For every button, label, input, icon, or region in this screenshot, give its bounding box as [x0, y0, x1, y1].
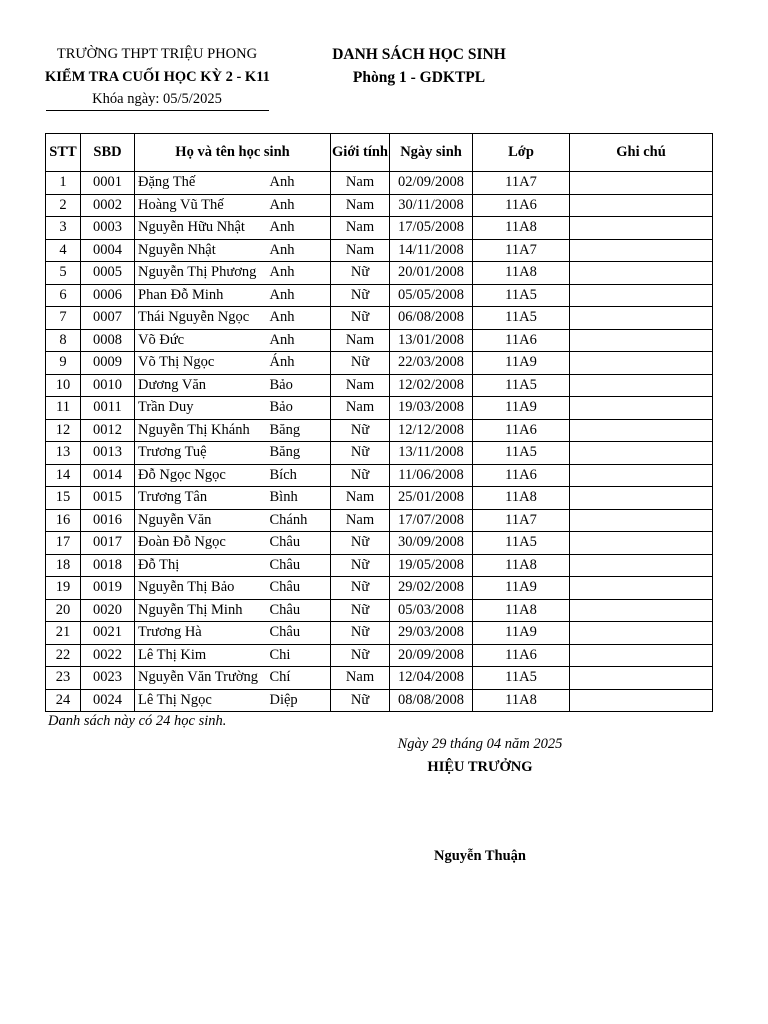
- cell-sbd: 0022: [81, 644, 135, 667]
- cell-class: 11A6: [473, 329, 570, 352]
- cell-class: 11A5: [473, 284, 570, 307]
- cell-gender: Nữ: [331, 419, 390, 442]
- cell-first-name: Anh: [268, 262, 331, 285]
- table-row: [46, 622, 713, 645]
- cell-note: [570, 599, 713, 622]
- cell-first-name: Anh: [268, 239, 331, 262]
- cell-class: 11A6: [473, 644, 570, 667]
- cell-last-name: Nguyễn Nhật: [135, 239, 268, 262]
- cell-gender: Nữ: [331, 577, 390, 600]
- cell-class: 11A5: [473, 307, 570, 330]
- cell-stt: 18: [46, 554, 81, 577]
- cell-last-name: Võ Thị Ngọc: [135, 352, 268, 375]
- cell-stt: 24: [46, 689, 81, 712]
- table-row: [46, 464, 713, 487]
- cell-stt: 5: [46, 262, 81, 285]
- cell-class: 11A8: [473, 599, 570, 622]
- cell-sbd: 0024: [81, 689, 135, 712]
- cell-gender: Nam: [331, 239, 390, 262]
- cell-stt: 4: [46, 239, 81, 262]
- cell-stt: 23: [46, 667, 81, 690]
- cell-class: 11A5: [473, 532, 570, 555]
- cell-sbd: 0014: [81, 464, 135, 487]
- cell-sbd: 0016: [81, 509, 135, 532]
- cell-gender: Nữ: [331, 644, 390, 667]
- cell-stt: 16: [46, 509, 81, 532]
- cell-last-name: Nguyễn Thị Khánh: [135, 419, 268, 442]
- cell-last-name: Nguyễn Văn: [135, 509, 268, 532]
- cell-gender: Nam: [331, 397, 390, 420]
- cell-gender: Nữ: [331, 689, 390, 712]
- table-row: [46, 419, 713, 442]
- cell-sbd: 0003: [81, 217, 135, 240]
- cell-gender: Nữ: [331, 599, 390, 622]
- cell-last-name: Trương Tuệ: [135, 442, 268, 465]
- table-row: [46, 442, 713, 465]
- cell-sbd: 0023: [81, 667, 135, 690]
- cell-gender: Nữ: [331, 307, 390, 330]
- cell-last-name: Đỗ Thị: [135, 554, 268, 577]
- cell-sbd: 0004: [81, 239, 135, 262]
- table-row: [46, 239, 713, 262]
- cell-gender: Nam: [331, 329, 390, 352]
- cell-dob: 29/03/2008: [390, 622, 473, 645]
- cell-note: [570, 622, 713, 645]
- table-header-row: [46, 134, 713, 172]
- cell-last-name: Đặng Thế: [135, 172, 268, 195]
- cell-class: 11A9: [473, 352, 570, 375]
- cell-note: [570, 374, 713, 397]
- cell-class: 11A9: [473, 577, 570, 600]
- table-row: [46, 644, 713, 667]
- cell-class: 11A9: [473, 622, 570, 645]
- room-title: Phòng 1 - GDKTPL: [352, 69, 486, 86]
- table-body: [46, 172, 713, 712]
- cell-sbd: 0021: [81, 622, 135, 645]
- cell-sbd: 0007: [81, 307, 135, 330]
- cell-class: 11A7: [473, 239, 570, 262]
- cell-stt: 3: [46, 217, 81, 240]
- cell-stt: 15: [46, 487, 81, 510]
- cell-dob: 08/08/2008: [390, 689, 473, 712]
- document-title: DANH SÁCH HỌC SINH: [332, 46, 506, 63]
- cell-sbd: 0018: [81, 554, 135, 577]
- table-row: [46, 509, 713, 532]
- table-row: [46, 532, 713, 555]
- cell-dob: 14/11/2008: [390, 239, 473, 262]
- table-row: [46, 284, 713, 307]
- cell-class: 11A9: [473, 397, 570, 420]
- cell-stt: 21: [46, 622, 81, 645]
- cell-first-name: Bích: [268, 464, 331, 487]
- cell-dob: 19/05/2008: [390, 554, 473, 577]
- cell-first-name: Ánh: [268, 352, 331, 375]
- cell-last-name: Lê Thị Ngọc: [135, 689, 268, 712]
- cell-note: [570, 239, 713, 262]
- cell-first-name: Chi: [268, 644, 331, 667]
- cell-stt: 8: [46, 329, 81, 352]
- cell-note: [570, 532, 713, 555]
- cell-first-name: Châu: [268, 554, 331, 577]
- exam-date: Khóa ngày: 05/5/2025: [92, 91, 222, 107]
- cell-class: 11A6: [473, 194, 570, 217]
- cell-stt: 20: [46, 599, 81, 622]
- cell-first-name: Bảo: [268, 374, 331, 397]
- table-row: [46, 194, 713, 217]
- cell-note: [570, 172, 713, 195]
- cell-stt: 6: [46, 284, 81, 307]
- student-roster-table: [45, 133, 713, 712]
- column-header-gender: Giới tính: [331, 134, 390, 172]
- cell-note: [570, 307, 713, 330]
- cell-gender: Nam: [331, 172, 390, 195]
- cell-last-name: Nguyễn Thị Minh: [135, 599, 268, 622]
- cell-last-name: Nguyễn Văn Trường: [135, 667, 268, 690]
- cell-last-name: Phan Đỗ Minh: [135, 284, 268, 307]
- cell-first-name: Anh: [268, 217, 331, 240]
- cell-class: 11A8: [473, 689, 570, 712]
- cell-first-name: Anh: [268, 284, 331, 307]
- cell-last-name: Dương Văn: [135, 374, 268, 397]
- column-header-note: Ghi chú: [570, 134, 713, 172]
- cell-sbd: 0001: [81, 172, 135, 195]
- cell-note: [570, 352, 713, 375]
- cell-sbd: 0002: [81, 194, 135, 217]
- cell-stt: 12: [46, 419, 81, 442]
- student-count-note: Danh sách này có 24 học sinh.: [48, 713, 227, 729]
- cell-sbd: 0008: [81, 329, 135, 352]
- cell-sbd: 0013: [81, 442, 135, 465]
- cell-note: [570, 419, 713, 442]
- cell-first-name: Anh: [268, 172, 331, 195]
- cell-dob: 22/03/2008: [390, 352, 473, 375]
- cell-sbd: 0005: [81, 262, 135, 285]
- cell-note: [570, 487, 713, 510]
- cell-dob: 29/02/2008: [390, 577, 473, 600]
- cell-first-name: Châu: [268, 622, 331, 645]
- column-header-stt: STT: [46, 134, 81, 172]
- cell-note: [570, 509, 713, 532]
- school-name: TRƯỜNG THPT TRIỆU PHONG: [56, 46, 258, 62]
- cell-note: [570, 644, 713, 667]
- cell-stt: 9: [46, 352, 81, 375]
- signature-date: Ngày 29 tháng 04 năm 2025: [397, 736, 563, 752]
- cell-dob: 02/09/2008: [390, 172, 473, 195]
- cell-last-name: Nguyễn Thị Phương: [135, 262, 268, 285]
- cell-stt: 11: [46, 397, 81, 420]
- cell-sbd: 0011: [81, 397, 135, 420]
- cell-last-name: Trương Tân: [135, 487, 268, 510]
- cell-sbd: 0010: [81, 374, 135, 397]
- cell-stt: 1: [46, 172, 81, 195]
- cell-first-name: Băng: [268, 419, 331, 442]
- cell-dob: 11/06/2008: [390, 464, 473, 487]
- cell-gender: Nữ: [331, 532, 390, 555]
- header-divider: [46, 110, 269, 111]
- table-row: [46, 599, 713, 622]
- cell-last-name: Thái Nguyễn Ngọc: [135, 307, 268, 330]
- cell-gender: Nữ: [331, 262, 390, 285]
- cell-class: 11A8: [473, 487, 570, 510]
- cell-stt: 2: [46, 194, 81, 217]
- cell-last-name: Nguyễn Hữu Nhật: [135, 217, 268, 240]
- table-row: [46, 262, 713, 285]
- cell-first-name: Băng: [268, 442, 331, 465]
- table-row: [46, 689, 713, 712]
- cell-dob: 19/03/2008: [390, 397, 473, 420]
- cell-last-name: Nguyễn Thị Bảo: [135, 577, 268, 600]
- cell-last-name: Hoàng Vũ Thế: [135, 194, 268, 217]
- cell-sbd: 0006: [81, 284, 135, 307]
- cell-first-name: Châu: [268, 599, 331, 622]
- table-row: [46, 307, 713, 330]
- cell-dob: 17/07/2008: [390, 509, 473, 532]
- cell-dob: 30/11/2008: [390, 194, 473, 217]
- cell-dob: 06/08/2008: [390, 307, 473, 330]
- cell-class: 11A5: [473, 667, 570, 690]
- cell-dob: 30/09/2008: [390, 532, 473, 555]
- exam-title: KIỂM TRA CUỐI HỌC KỲ 2 - K11: [45, 69, 270, 85]
- cell-gender: Nữ: [331, 554, 390, 577]
- cell-sbd: 0020: [81, 599, 135, 622]
- cell-gender: Nữ: [331, 352, 390, 375]
- cell-stt: 14: [46, 464, 81, 487]
- signatory-title: HIỆU TRƯỞNG: [427, 759, 533, 775]
- column-header-dob: Ngày sinh: [390, 134, 473, 172]
- column-header-sbd: SBD: [81, 134, 135, 172]
- cell-dob: 05/05/2008: [390, 284, 473, 307]
- cell-last-name: Lê Thị Kim: [135, 644, 268, 667]
- cell-stt: 17: [46, 532, 81, 555]
- cell-note: [570, 217, 713, 240]
- cell-class: 11A5: [473, 374, 570, 397]
- cell-class: 11A7: [473, 509, 570, 532]
- cell-note: [570, 577, 713, 600]
- cell-gender: Nam: [331, 487, 390, 510]
- cell-class: 11A8: [473, 217, 570, 240]
- cell-class: 11A6: [473, 419, 570, 442]
- cell-dob: 12/02/2008: [390, 374, 473, 397]
- cell-first-name: Chánh: [268, 509, 331, 532]
- cell-dob: 25/01/2008: [390, 487, 473, 510]
- table-row: [46, 374, 713, 397]
- cell-first-name: Anh: [268, 307, 331, 330]
- cell-gender: Nam: [331, 509, 390, 532]
- cell-note: [570, 262, 713, 285]
- cell-class: 11A7: [473, 172, 570, 195]
- cell-sbd: 0015: [81, 487, 135, 510]
- table-row: [46, 487, 713, 510]
- cell-first-name: Bảo: [268, 397, 331, 420]
- cell-first-name: Chí: [268, 667, 331, 690]
- cell-stt: 19: [46, 577, 81, 600]
- cell-gender: Nữ: [331, 284, 390, 307]
- cell-last-name: Trương Hà: [135, 622, 268, 645]
- cell-class: 11A5: [473, 442, 570, 465]
- cell-gender: Nam: [331, 667, 390, 690]
- cell-gender: Nam: [331, 217, 390, 240]
- cell-gender: Nam: [331, 374, 390, 397]
- cell-gender: Nữ: [331, 442, 390, 465]
- cell-stt: 22: [46, 644, 81, 667]
- cell-note: [570, 554, 713, 577]
- cell-note: [570, 442, 713, 465]
- cell-stt: 7: [46, 307, 81, 330]
- cell-dob: 20/09/2008: [390, 644, 473, 667]
- cell-note: [570, 284, 713, 307]
- column-header-name: Họ và tên học sinh: [135, 134, 331, 172]
- table-row: [46, 172, 713, 195]
- cell-last-name: Trần Duy: [135, 397, 268, 420]
- cell-note: [570, 329, 713, 352]
- cell-dob: 20/01/2008: [390, 262, 473, 285]
- cell-gender: Nữ: [331, 622, 390, 645]
- table-row: [46, 397, 713, 420]
- cell-first-name: Châu: [268, 532, 331, 555]
- cell-sbd: 0009: [81, 352, 135, 375]
- cell-dob: 13/01/2008: [390, 329, 473, 352]
- cell-stt: 10: [46, 374, 81, 397]
- cell-sbd: 0012: [81, 419, 135, 442]
- table-row: [46, 554, 713, 577]
- cell-class: 11A8: [473, 554, 570, 577]
- cell-note: [570, 194, 713, 217]
- cell-note: [570, 397, 713, 420]
- cell-class: 11A8: [473, 262, 570, 285]
- cell-first-name: Bình: [268, 487, 331, 510]
- cell-dob: 12/12/2008: [390, 419, 473, 442]
- column-header-class: Lớp: [473, 134, 570, 172]
- cell-stt: 13: [46, 442, 81, 465]
- table-row: [46, 352, 713, 375]
- cell-class: 11A6: [473, 464, 570, 487]
- table-row: [46, 329, 713, 352]
- cell-note: [570, 667, 713, 690]
- cell-first-name: Anh: [268, 194, 331, 217]
- cell-first-name: Diệp: [268, 689, 331, 712]
- signatory-name: Nguyễn Thuận: [433, 848, 526, 864]
- cell-sbd: 0019: [81, 577, 135, 600]
- cell-dob: 05/03/2008: [390, 599, 473, 622]
- cell-last-name: Đoàn Đỗ Ngọc: [135, 532, 268, 555]
- cell-note: [570, 689, 713, 712]
- cell-dob: 12/04/2008: [390, 667, 473, 690]
- cell-last-name: Đỗ Ngọc Ngọc: [135, 464, 268, 487]
- cell-first-name: Anh: [268, 329, 331, 352]
- cell-last-name: Võ Đức: [135, 329, 268, 352]
- cell-dob: 17/05/2008: [390, 217, 473, 240]
- cell-gender: Nam: [331, 194, 390, 217]
- cell-dob: 13/11/2008: [390, 442, 473, 465]
- cell-note: [570, 464, 713, 487]
- cell-gender: Nữ: [331, 464, 390, 487]
- cell-sbd: 0017: [81, 532, 135, 555]
- cell-first-name: Châu: [268, 577, 331, 600]
- table-row: [46, 217, 713, 240]
- table-row: [46, 577, 713, 600]
- table-row: [46, 667, 713, 690]
